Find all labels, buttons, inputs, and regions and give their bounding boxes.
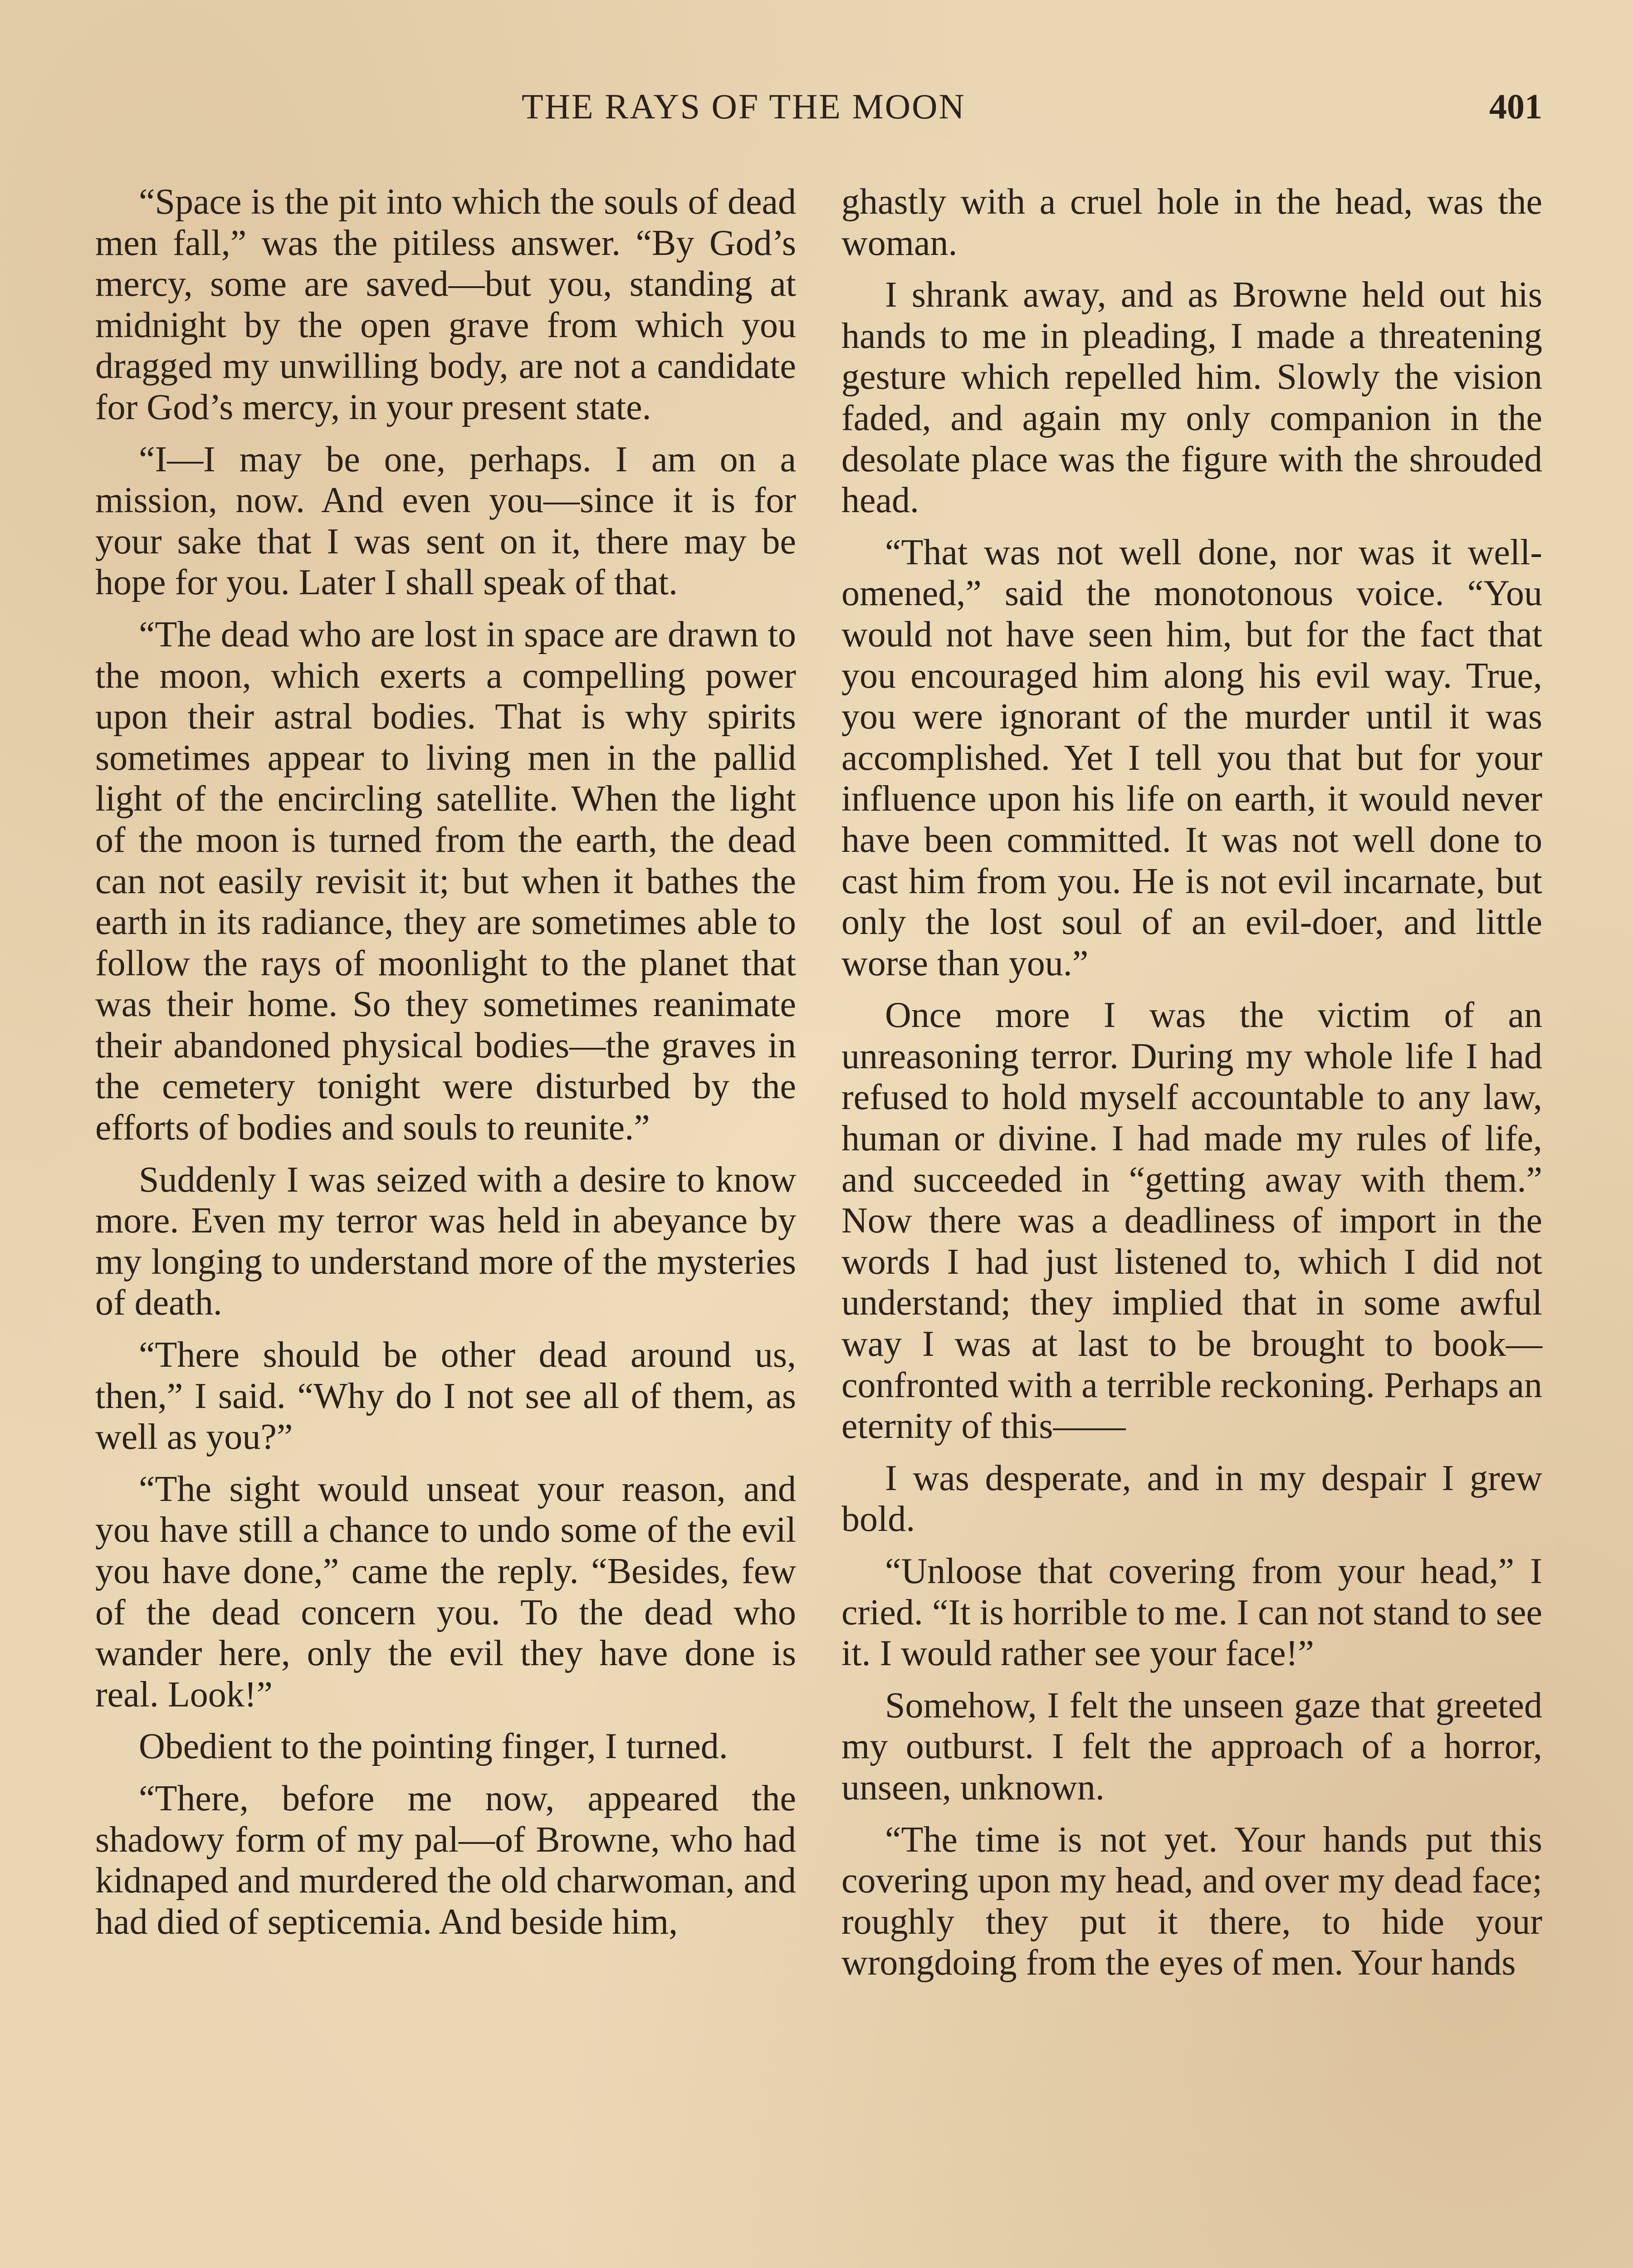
paragraph: “The dead who are lost in space are drawn to the moon, which exerts a compelling power upon their astral bodies. That is why spirits sometimes appear to living men in the pallid light of the encircling satellite. When the light of the moon is turned from the earth, the dead can not easily revisit it; but when it bathes the earth in its radiance, they are sometimes able to follow the rays of moonlight to the planet that was their home. So they sometimes reanimate their abandoned physical bodies—the graves in the cemetery tonight were disturbed by the efforts of bodies and souls to reunite.” (95, 614, 796, 1148)
left-column (95, 181, 796, 1953)
paragraph: “The sight would unseat your reason, and you have still a chance to undo some of the evil you have done,” came the reply. “Besides, few of the dead concern you. To the dead who wander here, only the evil they have done is real. Look!” (95, 1469, 796, 1715)
paragraph: Once more I was the victim of an unreasoning terror. During my whole life I had refused to hold myself accountable to any law, human or divine. I had made my rules of life, and succeeded in “getting away with them.” Now there was a deadliness of import in the words I had just listened to, which I did not understand; they implied that in some awful way I was at last to be brought to book—confronted with a terrible reckoning. Perhaps an eternity of this—— (841, 995, 1542, 1447)
running-title: THE RAYS OF THE MOON (522, 87, 966, 126)
paragraph: Somehow, I felt the unseen gaze that greeted my outburst. I felt the approach of a horror, unseen, unknown. (841, 1685, 1542, 1808)
paragraph: “Unloose that covering from your head,” I cried. “It is horrible to me. I can not stand to see it. I would rather see your face!” (841, 1551, 1542, 1674)
paragraph: “There, before me now, appeared the shadowy form of my pal—of Browne, who had kidnaped and murdered the old charwoman, and had died of septicemia. And beside him, (95, 1778, 796, 1942)
right-column (841, 181, 1542, 1994)
paragraph-continuation: ghastly with a cruel hole in the head, was the woman. (841, 182, 1542, 263)
paragraph: Suddenly I was seized with a desire to know more. Even my terror was held in abeyance by my longing to understand more of the mysteries of death. (95, 1159, 796, 1323)
paragraph: I shrank away, and as Browne held out his hands to me in pleading, I made a threatening gesture which repelled him. Slowly the vision faded, and again my only companion in the desolate place was the figure with the shrouded head. (841, 275, 1542, 521)
paragraph: I was desperate, and in my despair I grew bold. (841, 1458, 1542, 1540)
page-number: 401 (1489, 87, 1542, 126)
paragraph: “The time is not yet. Your hands put this covering upon my head, and over my dead face; roughly they put it there, to hide your wrongdoing from the eyes of men. Your hands (841, 1819, 1542, 1983)
paragraph: “I—I may be one, perhaps. I am on a mission, now. And even you—since it is for your sake that I was sent on it, there may be hope for you. Later I shall speak of that. (95, 439, 796, 603)
paragraph: “There should be other dead around us, then,” I said. “Why do I not see all of them, as well as you?” (95, 1335, 796, 1457)
paragraph: “Space is the pit into which the souls of dead men fall,” was the pitiless answer. “By God’s mercy, some are saved—but you, standing at midnight by the open grave from which you dragged my unwilling body, are not a candidate for God’s mercy, in your present state. (95, 182, 796, 427)
paragraph: “That was not well done, nor was it well-omened,” said the monotonous voice. “You would not have seen him, but for the fact that you encouraged him along his evil way. True, you were ignorant of the murder until it was accomplished. Yet I tell you that but for your influence upon his life on earth, it would never have been committed. It was not well done to cast him from you. He is not evil incarnate, but only the lost soul of an evil-doer, and little worse than you.” (841, 532, 1542, 983)
paragraph: Obedient to the pointing finger, I turned. (139, 1726, 728, 1767)
